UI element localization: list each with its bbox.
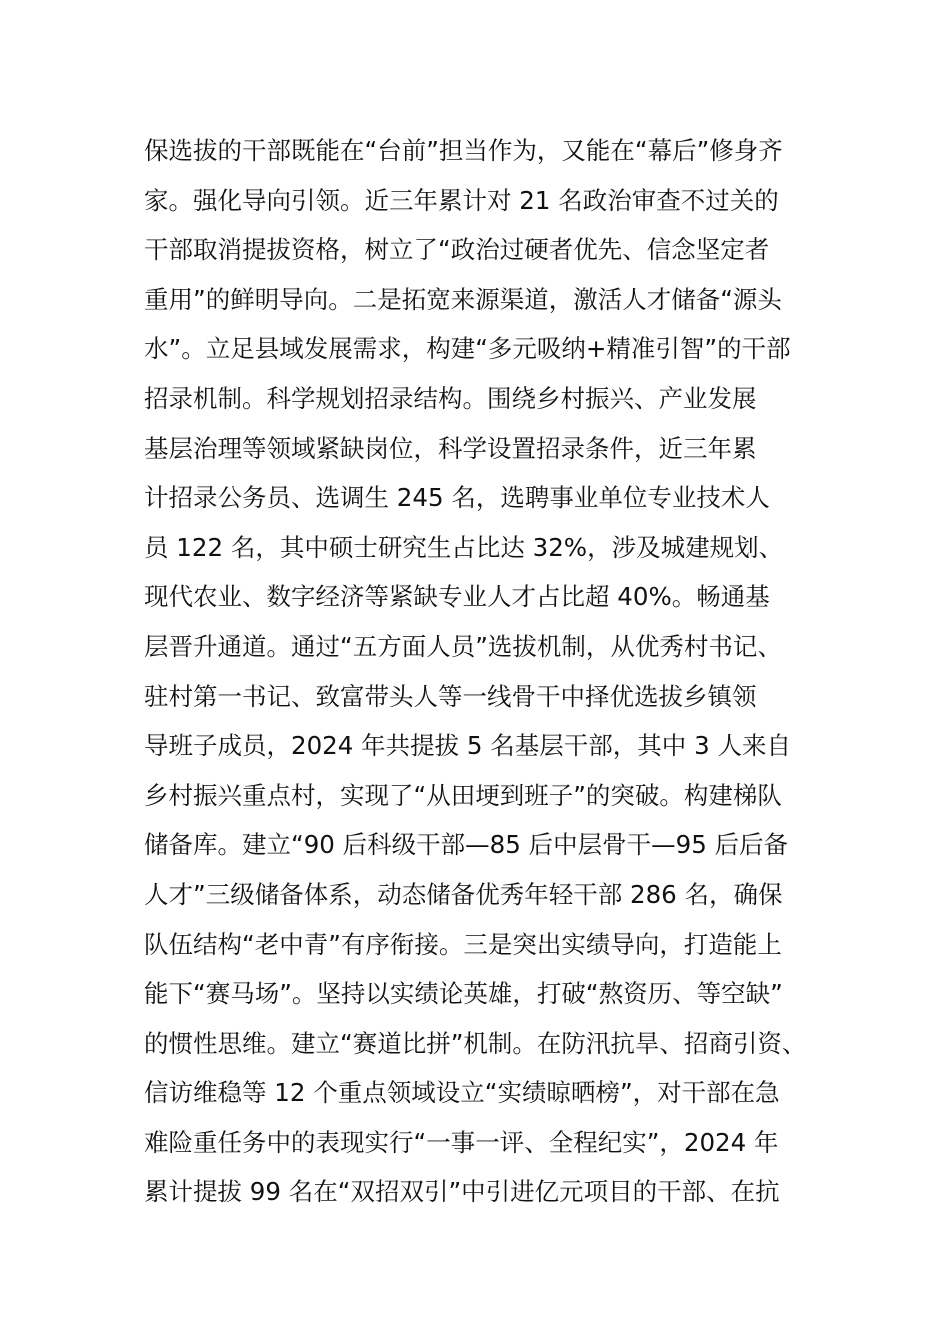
text-line: 现代农业、数字经济等紧缺专业人才占比超 40%。畅通基 bbox=[144, 582, 770, 612]
text-line: 储备库。建立“90 后科级干部—85 后中层骨干—95 后后备 bbox=[144, 830, 789, 860]
text-line: 能下“赛马场”。坚持以实绩论英雄，打破“熬资历、等空缺” bbox=[144, 979, 783, 1009]
text-line: 基层治理等领域紧缺岗位，科学设置招录条件，近三年累 bbox=[144, 433, 757, 463]
text-line: 干部取消提拔资格，树立了“政治过硬者优先、信念坚定者 bbox=[144, 235, 770, 265]
text-line: 导班子成员，2024 年共提拔 5 名基层干部，其中 3 人来自 bbox=[144, 731, 791, 761]
text-line: 人才”三级储备体系，动态储备优秀年轻干部 286 名，确保 bbox=[144, 879, 783, 909]
text-line: 计招录公务员、选调生 245 名，选聘事业单位专业技术人 bbox=[144, 483, 770, 513]
text-line: 驻村第一书记、致富带头人等一线骨干中择优选拔乡镇领 bbox=[144, 681, 757, 711]
text-line: 保选拔的干部既能在“台前”担当作为，又能在“幕后”修身齐 bbox=[144, 136, 783, 165]
text-line: 招录机制。科学规划招录结构。围绕乡村振兴、产业发展 bbox=[144, 383, 757, 413]
text-line: 难险重任务中的表现实行“一事一评、全程纪实”，2024 年 bbox=[144, 1127, 779, 1157]
text-line: 的惯性思维。建立“赛道比拼”机制。在防汛抗旱、招商引资、 bbox=[144, 1028, 807, 1058]
text-line: 家。强化导向引领。近三年累计对 21 名政治审查不过关的 bbox=[144, 185, 779, 215]
text-line: 乡村振兴重点村，实现了“从田埂到班子”的突破。构建梯队 bbox=[144, 780, 782, 810]
text-line: 信访维稳等 12 个重点领域设立“实绩晾晒榜”，对干部在急 bbox=[144, 1078, 780, 1108]
text-line: 水”。立足县域发展需求，构建“多元吸纳+精准引智”的干部 bbox=[144, 334, 791, 364]
body-paragraph bbox=[144, 126, 814, 1217]
text-line: 队伍结构“老中青”有序衔接。三是突出实绩导向，打造能上 bbox=[144, 929, 782, 959]
text-line: 员 122 名，其中硕士研究生占比达 32%，涉及城建规划、 bbox=[144, 532, 784, 562]
text-line: 层晋升通道。通过“五方面人员”选拔机制，从优秀村书记、 bbox=[144, 631, 782, 661]
text-line: 累计提拔 99 名在“双招双引”中引进亿元项目的干部、在抗 bbox=[144, 1177, 780, 1207]
text-line: 重用”的鲜明导向。二是拓宽来源渠道，激活人才储备“源头 bbox=[144, 284, 782, 314]
